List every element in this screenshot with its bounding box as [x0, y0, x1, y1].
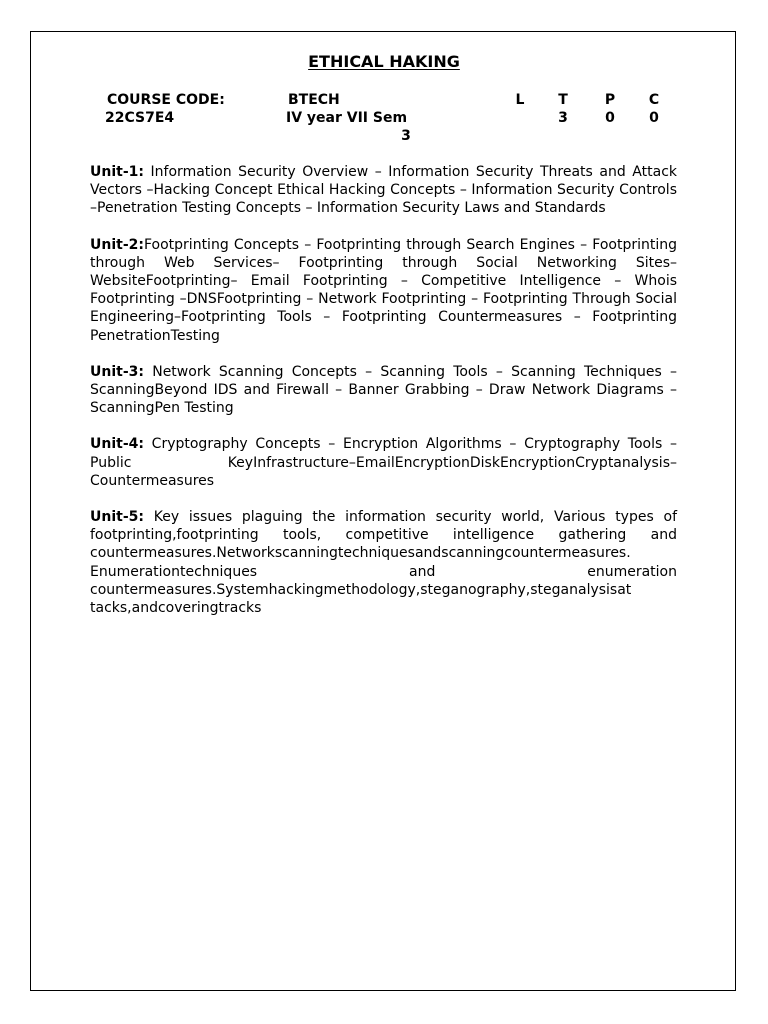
- course-code-label: COURSE CODE:: [107, 92, 225, 108]
- unit-3-label: Unit-3:: [90, 363, 144, 380]
- ltpc-value-p: 0: [605, 110, 615, 126]
- ltpc-label-p: P: [604, 92, 616, 108]
- year-semester: IV year VII Sem: [286, 110, 408, 126]
- unit-2: [90, 236, 677, 345]
- unit-3-text: Network Scanning Concepts – Scanning Tools – Scanning Techniques – ScanningBeyond IDS and Firewall – Banner Grabbing – Draw Network Diagrams – ScanningPen Testing: [90, 363, 677, 417]
- unit-4: [90, 435, 677, 490]
- credits-total: 3: [401, 128, 411, 144]
- ltpc-label-l: L: [515, 92, 525, 108]
- page-title-text: ETHICAL HAKING: [308, 52, 460, 71]
- unit-4-label: Unit-4:: [90, 436, 144, 453]
- ltpc-value-t: 3: [558, 110, 568, 126]
- unit-2-label: Unit-2:: [90, 236, 144, 253]
- course-code-value: 22CS7E4: [105, 110, 175, 126]
- unit-3: [90, 363, 677, 418]
- unit-2-first-line: [90, 236, 677, 254]
- program-name: BTECH: [288, 92, 340, 108]
- unit-5-text-part1: Key issues plaguing the information security world, Various types of footprinting,footprinting tools, competitive intelligence gathering and countermeasures.Networkscanningtechniquesandscanningcountermeasures.: [90, 509, 677, 562]
- unit-5: [90, 508, 677, 617]
- unit-2-text-line1: Footprinting Concepts – Footprinting through Search Engines – Footprinting: [143, 236, 677, 253]
- unit-2-text-rest: through Web Services– Footprinting through Social Networking Sites– WebsiteFootprinting– Email Footprinting – Competitive Intelligence – Whois Footprinting –DNSFootprinting – Network Footprinting – Footprinting Through Social Engineering–Footprinting Tools – Footprinting Countermeasures – Footprinting PenetrationTesting: [90, 254, 677, 344]
- ltpc-value-c: 0: [649, 110, 659, 126]
- unit-1-label: Unit-1:: [90, 164, 144, 180]
- unit-5-text-part2: Enumerationtechniques and enumeration: [90, 563, 677, 580]
- ltpc-label-t: T: [558, 92, 568, 108]
- unit-4-text: Cryptography Concepts – Encryption Algorithms – Cryptography Tools – Public KeyInfrastructure–EmailEncryptionDiskEncryptionCryptanalysis– Countermeasures: [90, 436, 677, 489]
- unit-1-text: Information Security Overview – Information Security Threats and Attack Vectors –Hacking Concept Ethical Hacking Concepts – Information Security Controls –Penetration Testing Concepts – Information Security Laws and Standards: [90, 164, 677, 217]
- unit-5-label: Unit-5:: [90, 509, 144, 526]
- page-title: [0, 52, 768, 72]
- unit-1: [90, 163, 677, 218]
- unit-5-text-part3: countermeasures.Systemhackingmethodology,steganography,steganalysisat tacks,andcoveringtracks: [90, 581, 632, 617]
- ltpc-label-c: C: [648, 92, 660, 108]
- units-list: [90, 163, 677, 635]
